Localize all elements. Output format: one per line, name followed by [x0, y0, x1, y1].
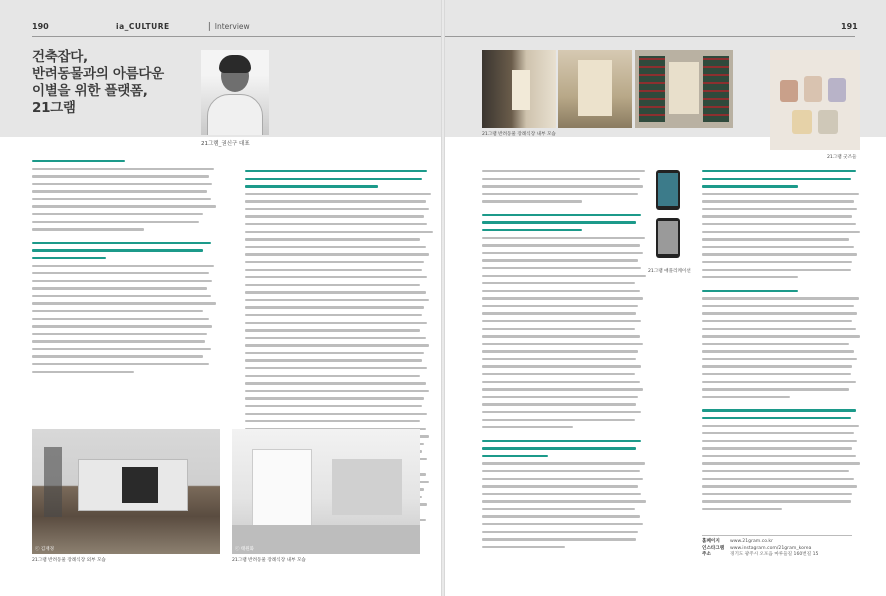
- phone-caption: 21그램 애플리케이션: [648, 269, 691, 274]
- left-page: [0, 0, 441, 596]
- info-key: 인스타그램: [702, 545, 725, 551]
- title-line: 반려동물과의 아름다운: [32, 66, 164, 82]
- title-line: 건축잡다,: [32, 49, 88, 65]
- section-label: ia_CULTURE: [116, 22, 170, 31]
- header-rule: [445, 36, 855, 37]
- info-value: www.instagram.com/21gram_korea: [730, 545, 812, 551]
- text-column-4: [702, 170, 862, 515]
- hall-photo-1: [482, 50, 556, 128]
- exterior-photo-credit: ⓒ 김재경: [35, 547, 54, 552]
- header-rule: [32, 36, 441, 37]
- info-value: 경기도 광주시 오포읍 마루들길 160번길 15: [730, 552, 819, 558]
- portrait-caption: 21그램_권신구 대표: [201, 141, 250, 147]
- phone-mockup: [656, 218, 680, 258]
- info-key: 주소: [702, 552, 711, 558]
- app-phones: [656, 170, 686, 266]
- text-column-3: [482, 170, 648, 553]
- article-title: [32, 49, 182, 117]
- goods-photo: [770, 50, 860, 150]
- text-column-1: [32, 160, 218, 378]
- interior-photo: [232, 429, 420, 554]
- page-number-left: 190: [32, 22, 49, 31]
- right-page: [445, 0, 886, 596]
- interview-label-text: Interview: [214, 22, 250, 31]
- info-value: www.21gram.co.kr: [730, 539, 773, 544]
- interview-label: ▏Interview: [209, 22, 250, 31]
- info-block: [702, 535, 852, 559]
- hall-photo-2: [558, 50, 632, 128]
- info-row-address: [702, 552, 852, 559]
- info-key: 홈페이지: [702, 539, 720, 544]
- interior-photo-credit: ⓒ 태원화: [235, 547, 254, 552]
- portrait-photo: [201, 50, 269, 135]
- exterior-photo: [32, 429, 220, 554]
- exterior-photo-caption: 21그램 반려동물 장례식장 외부 모습: [32, 558, 106, 563]
- interior-photo-caption: 21그램 반려동물 장례식장 내부 모습: [232, 558, 306, 563]
- goods-photo-caption: 21그램 굿즈들: [827, 155, 857, 160]
- phone-mockup: [656, 170, 680, 210]
- urn-wall-photo: [635, 50, 733, 128]
- title-line: 21그램: [32, 100, 76, 116]
- title-line: 이별을 위한 플랫폼,: [32, 83, 148, 99]
- page-number-right: 191: [841, 22, 858, 31]
- info-row-homepage: [702, 539, 852, 546]
- top-photo-caption: 21그램 반려동물 장례식장 내부 모습: [482, 132, 556, 137]
